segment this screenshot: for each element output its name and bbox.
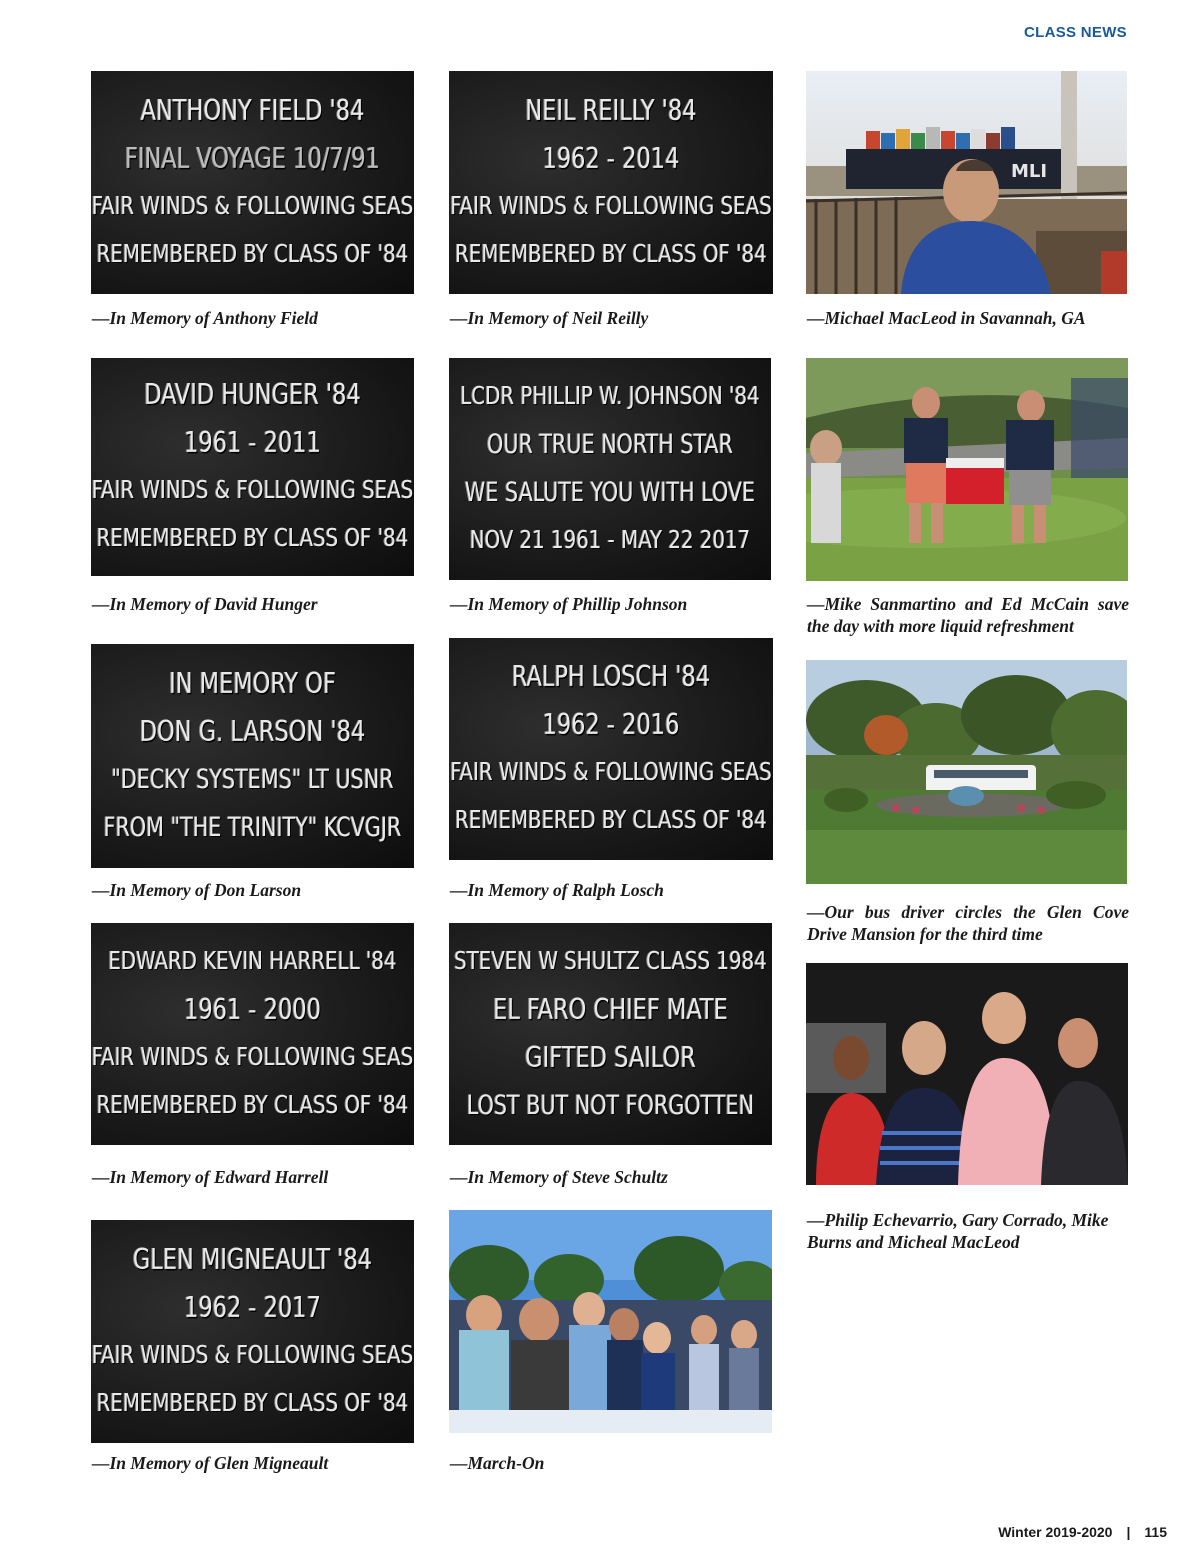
plaque-line: EL FARO CHIEF MATE: [493, 992, 728, 1027]
plaque-line: IN MEMORY OF: [169, 666, 336, 701]
photo-caption: —In Memory of Steve Schultz: [450, 1167, 668, 1187]
plaque-line: REMEMBERED BY CLASS OF '84: [96, 524, 409, 553]
plaque-line: REMEMBERED BY CLASS OF '84: [455, 806, 767, 835]
plaque-line: REMEMBERED BY CLASS OF '84: [96, 1091, 409, 1120]
section-label: CLASS NEWS: [1023, 24, 1127, 41]
plaque-photo-david-hunger: [91, 358, 414, 576]
plaque-line: FAIR WINDS & FOLLOWING SEAS: [91, 1340, 414, 1370]
photo-glen-cove-bus: [806, 660, 1127, 884]
plaque-line: EDWARD KEVIN HARRELL '84: [108, 947, 397, 976]
photo-caption: —In Memory of Ralph Losch: [450, 880, 664, 900]
photo-caption: —March-On: [450, 1453, 545, 1473]
plaque-line: ANTHONY FIELD '84: [140, 93, 365, 127]
issue-label: Winter 2019-2020: [998, 1524, 1113, 1540]
photo-caption: —Philip Echevarrio, Gary Corrado, Mike Burns and Micheal MacLeod: [807, 1210, 1109, 1252]
savannah-photo-graphic: [806, 71, 1127, 294]
plaque-line: FAIR WINDS & FOLLOWING SEAS: [450, 191, 772, 221]
photo-michael-macleod-savannah: [806, 71, 1127, 294]
plaque-line: GLEN MIGNEAULT '84: [132, 1242, 373, 1276]
plaque-photo-anthony-field: [91, 71, 414, 294]
plaque-line: WE SALUTE YOU WITH LOVE: [464, 478, 756, 508]
plaque-photo-edward-harrell: [91, 923, 414, 1145]
photo-caption: —In Memory of David Hunger: [92, 594, 318, 614]
page-number: 115: [1144, 1524, 1167, 1540]
plaque-line: FINAL VOYAGE 10/7/91: [125, 141, 380, 175]
photo-caption: —In Memory of Anthony Field: [92, 308, 318, 328]
photo-caption: —In Memory of Phillip Johnson: [450, 594, 688, 614]
plaque-line: 1962 - 2014: [542, 141, 680, 175]
plaque-line: STEVEN W SHULTZ CLASS 1984: [454, 947, 767, 976]
plaque-photo-ralph-losch: [449, 638, 773, 860]
photo-caption: —In Memory of Neil Reilly: [450, 308, 649, 328]
plaque-line: OUR TRUE NORTH STAR: [487, 430, 733, 460]
plaque-line: DAVID HUNGER '84: [144, 377, 361, 412]
plaque-line: NEIL REILLY '84: [525, 93, 697, 127]
plaque-line: FAIR WINDS & FOLLOWING SEAS: [450, 758, 772, 787]
photo-caption: —Our bus driver circles the Glen Cove Drive Mansion for the third time: [807, 902, 1129, 944]
plaque-line: "DECKY SYSTEMS" LT USNR: [111, 765, 394, 795]
plaque-line: NOV 21 1961 - MAY 22 2017: [469, 526, 751, 555]
plaque-line: 1962 - 2017: [184, 1290, 321, 1324]
plaque-photo-glen-migneault: [91, 1220, 414, 1443]
plaque-line: REMEMBERED BY CLASS OF '84: [96, 239, 409, 269]
photo-caption: —Mike Sanmartino and Ed McCain save the day with more liquid refreshment: [807, 594, 1129, 636]
footer-separator: |: [1126, 1524, 1131, 1540]
plaque-line: FAIR WINDS & FOLLOWING SEAS: [91, 476, 414, 505]
group-photo-graphic: [806, 963, 1128, 1185]
mansion-photo-graphic: [806, 660, 1127, 884]
plaque-photo-don-larson: [91, 644, 414, 868]
plaque-line: REMEMBERED BY CLASS OF '84: [96, 1388, 409, 1418]
cooler-photo-graphic: [806, 358, 1128, 581]
plaque-line: DON G. LARSON '84: [139, 714, 366, 749]
plaque-line: 1961 - 2011: [184, 425, 321, 460]
plaque-line: REMEMBERED BY CLASS OF '84: [455, 239, 767, 269]
photo-sanmartino-mccain: [806, 358, 1128, 581]
plaque-photo-steve-schultz: [449, 923, 772, 1145]
page-footer: [998, 1524, 1167, 1540]
plaque-line: LOST BUT NOT FORGOTTEN: [466, 1091, 755, 1121]
plaque-photo-phillip-johnson: [449, 358, 771, 580]
photo-four-classmates: [806, 963, 1128, 1185]
photo-march-on: [449, 1210, 772, 1433]
plaque-photo-neil-reilly: [449, 71, 773, 294]
photo-caption: —In Memory of Don Larson: [92, 880, 302, 900]
march-on-photo-graphic: [449, 1210, 772, 1433]
photo-caption: —In Memory of Glen Migneault: [92, 1453, 329, 1473]
plaque-line: FAIR WINDS & FOLLOWING SEAS: [91, 1043, 414, 1072]
plaque-line: 1961 - 2000: [184, 992, 321, 1027]
photo-caption: —Michael MacLeod in Savannah, GA: [807, 308, 1086, 328]
plaque-line: LCDR PHILLIP W. JOHNSON '84: [460, 382, 760, 411]
photo-caption: —In Memory of Edward Harrell: [92, 1167, 329, 1187]
plaque-line: FAIR WINDS & FOLLOWING SEAS: [91, 191, 414, 221]
ship-lettering: MLI: [1011, 161, 1048, 182]
plaque-line: GIFTED SAILOR: [525, 1040, 696, 1075]
plaque-line: 1962 - 2016: [542, 707, 680, 742]
plaque-line: RALPH LOSCH '84: [511, 659, 711, 694]
plaque-line: FROM "THE TRINITY" KCVGJR: [103, 813, 402, 843]
